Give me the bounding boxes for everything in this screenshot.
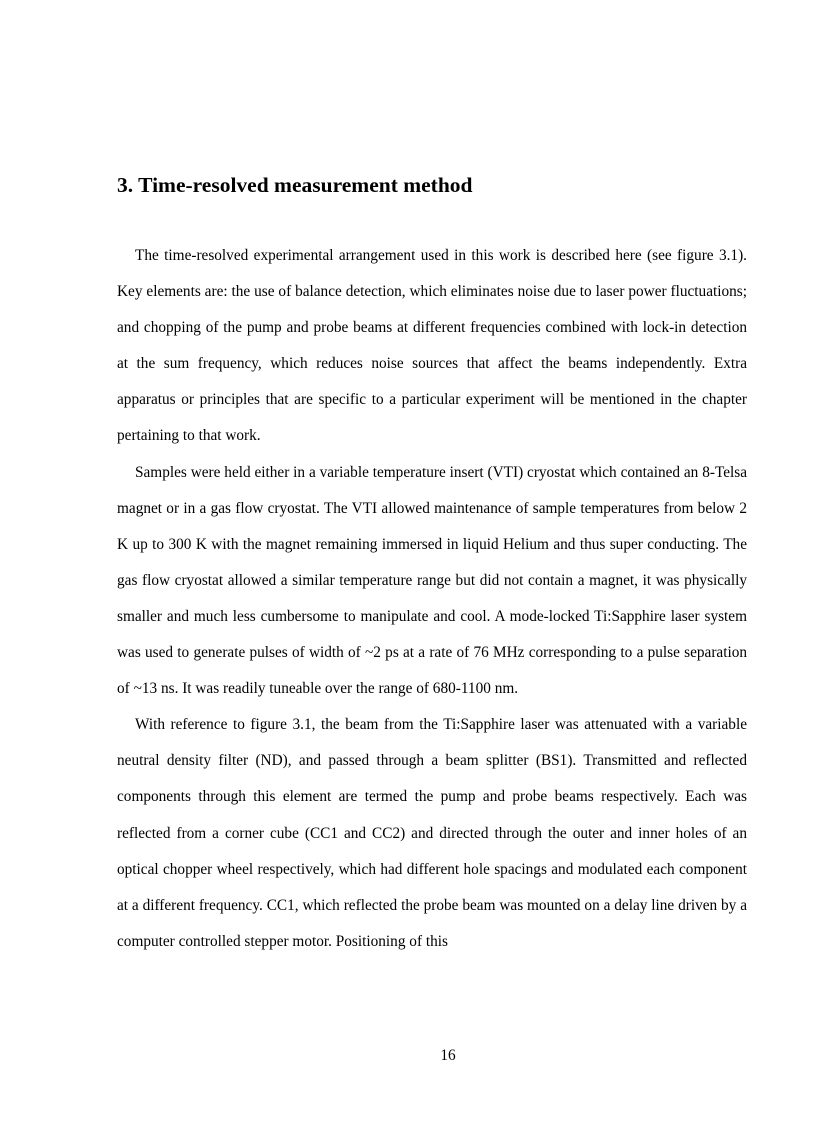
paragraph-intro: The time-resolved experimental arrangement used in this work is described here (see figure 3.1). Key elements are: the use of balance detection, which eliminates noise due to laser power fluctuations; and chopping of the pump and probe beams at different frequencies combined with lock-in detection at the sum frequency, which reduces noise sources that affect the beams independently. Extra apparatus or principles that are specific to a particular experiment will be mentioned in the chapter pertaining to that work. bbox=[117, 247, 747, 445]
paragraph-samples: Samples were held either in a variable temperature insert (VTI) cryostat which contained an 8-Telsa magnet or in a gas flow cryostat. The VTI allowed maintenance of sample temperatures from below 2 K up to 300 K with the magnet remaining immersed in liquid Helium and thus super conducting. The gas flow cryostat allowed a similar temperature range but did not contain a magnet, it was physically smaller and much less cumbersome to manipulate and cool. A mode-locked Ti:Sapphire laser system was used to generate pulses of width of ~2 ps at a rate of 76 MHz corresponding to a pulse separation of ~13 ns. It was readily tuneable over the range of 680-1100 nm. bbox=[117, 463, 747, 698]
page-number: 16 bbox=[440, 1047, 456, 1064]
paragraph-beam-path: With reference to figure 3.1, the beam from the Ti:Sapphire laser was attenuated with a variable neutral density filter (ND), and passed through a beam splitter (BS1). Transmitted and reflected components through this element are termed the pump and probe beams respectively. Each was reflected from a corner cube (CC1 and CC2) and directed through the outer and inner holes of an optical chopper wheel respectively, which had different hole spacings and modulated each component at a different frequency. CC1, which reflected the probe beam was mounted on a delay line driven by a computer controlled stepper motor. Positioning of this bbox=[117, 716, 747, 950]
section-title: 3. Time-resolved measurement method bbox=[117, 173, 473, 197]
body-text bbox=[117, 238, 747, 960]
